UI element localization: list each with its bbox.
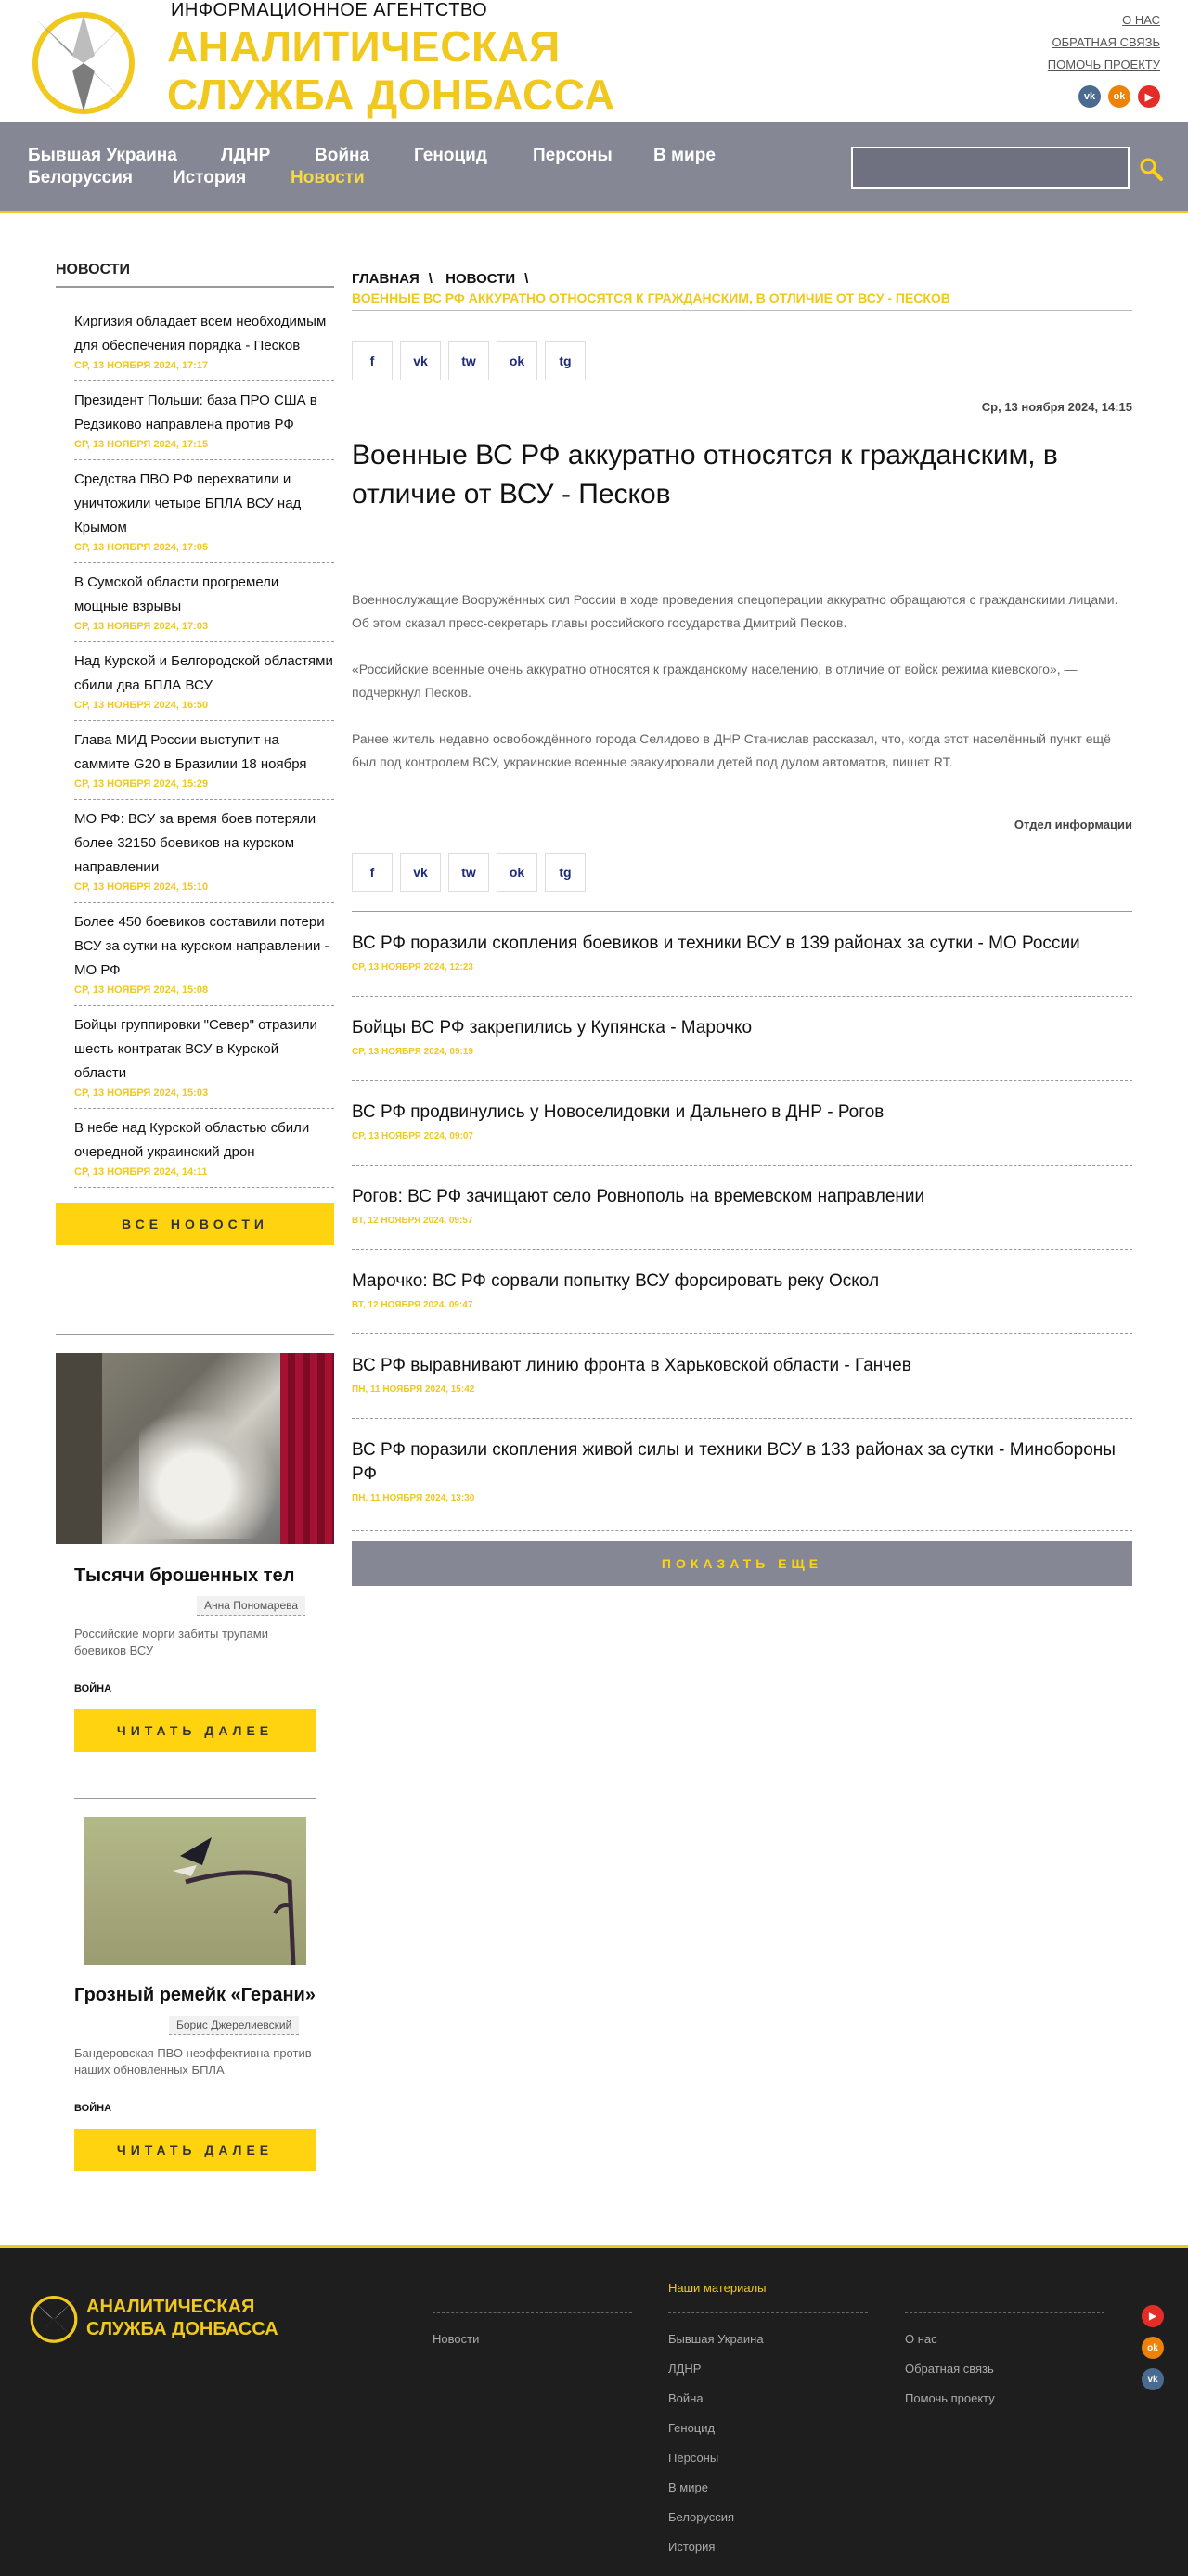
- top-link-help[interactable]: ПОМОЧЬ ПРОЕКТУ: [1047, 58, 1160, 71]
- header-socials: [1078, 85, 1160, 108]
- nav-item-history[interactable]: История: [173, 168, 247, 187]
- news-date: СР, 13 НОЯБРЯ 2024, 17:15: [74, 439, 209, 450]
- twitter-share-icon[interactable]: tw: [448, 341, 489, 380]
- brand-line-2: СЛУЖБА ДОНБАССА: [167, 71, 616, 119]
- article-author: Отдел информации: [1014, 818, 1132, 831]
- related-date: СР, 13 НОЯБРЯ 2024, 12:23: [352, 962, 473, 972]
- news-title[interactable]: Киргизия обладает всем необходимым для обеспечения порядка - Песков: [74, 314, 327, 354]
- promo-category[interactable]: ВОЙНА: [74, 2103, 112, 2114]
- footer-logo-icon[interactable]: [28, 2294, 80, 2344]
- footer-link[interactable]: Война: [668, 2391, 704, 2405]
- news-date: СР, 13 НОЯБРЯ 2024, 15:03: [74, 1088, 209, 1099]
- article-body: [352, 588, 1132, 797]
- promo-title[interactable]: Тысячи брошенных тел: [74, 1565, 295, 1586]
- promo-image-drone[interactable]: [84, 1817, 306, 1965]
- facebook-share-icon[interactable]: f: [352, 341, 393, 380]
- footer-link[interactable]: ЛДНР: [668, 2362, 702, 2376]
- top-link-feedback[interactable]: ОБРАТНАЯ СВЯЗЬ: [1052, 35, 1160, 49]
- logo-star-icon[interactable]: [28, 7, 139, 117]
- footer-link[interactable]: История: [668, 2540, 716, 2554]
- list-item[interactable]: [74, 1109, 334, 1188]
- share-bar-top: [352, 341, 586, 380]
- related-title[interactable]: Бойцы ВС РФ закрепились у Купянска - Марочко: [352, 1018, 753, 1037]
- list-item[interactable]: [74, 303, 334, 381]
- related-date: ВТ, 12 НОЯБРЯ 2024, 09:47: [352, 1300, 473, 1310]
- read-more-button[interactable]: ЧИТАТЬ ДАЛЕЕ: [74, 2129, 316, 2171]
- footer-link[interactable]: Помочь проекту: [905, 2391, 995, 2405]
- article-paragraph: Ранее житель недавно освобождённого города Селидово в ДНР Станислав рассказал, что, когда этот населённый пункт ещё был под контролем ВСУ, украинские военные эвакуировали детей под дулом автоматов, пишет RT.: [352, 731, 1111, 769]
- article-paragraph: «Российские военные очень аккуратно относятся к гражданскому населению, в отличие от войск режима киевского», — подчеркнул Песков.: [352, 662, 1078, 700]
- footer-link[interactable]: Персоны: [668, 2451, 719, 2465]
- related-date: ПН, 11 НОЯБРЯ 2024, 13:30: [352, 1493, 475, 1503]
- related-title[interactable]: ВС РФ поразили скопления живой силы и техники ВСУ в 133 районах за сутки - Минобороны РФ: [352, 1440, 1116, 1484]
- sidebar-divider: [56, 1334, 334, 1335]
- footer-link[interactable]: О нас: [905, 2332, 937, 2346]
- youtube-icon[interactable]: ▶: [1138, 85, 1160, 108]
- nav-item-war[interactable]: Война: [315, 146, 370, 165]
- footer-youtube-icon[interactable]: ▶: [1142, 2305, 1164, 2327]
- footer-col-news: [433, 2312, 632, 2346]
- site-header: [0, 0, 1188, 122]
- news-title[interactable]: В небе над Курской областью сбили очередной украинский дрон: [74, 1120, 310, 1160]
- news-title[interactable]: Бойцы группировки "Север" отразили шесть контратак ВСУ в Курской области: [74, 1017, 317, 1081]
- nav-item-belarus[interactable]: Белоруссия: [28, 168, 133, 187]
- breadcrumb-home[interactable]: ГЛАВНАЯ: [352, 271, 420, 287]
- article-title: Военные ВС РФ аккуратно относятся к гражданским, в отличие от ВСУ - Песков: [352, 440, 1058, 509]
- promo-image-door: [56, 1353, 102, 1544]
- telegram-share-icon[interactable]: tg: [545, 341, 586, 380]
- breadcrumb-sep: \: [428, 271, 433, 287]
- brand-title[interactable]: [167, 22, 615, 119]
- footer-link[interactable]: Новости: [433, 2332, 480, 2346]
- news-date: СР, 13 НОЯБРЯ 2024, 17:17: [74, 360, 209, 371]
- footer-link[interactable]: Белоруссия: [668, 2510, 735, 2524]
- news-date: СР, 13 НОЯБРЯ 2024, 16:50: [74, 700, 209, 711]
- news-date: СР, 13 НОЯБРЯ 2024, 15:08: [74, 985, 209, 996]
- list-item[interactable]: [74, 1006, 334, 1109]
- list-item[interactable]: [352, 1334, 1132, 1419]
- related-date: СР, 13 НОЯБРЯ 2024, 09:07: [352, 1131, 473, 1141]
- footer-brand-line-1: АНАЛИТИЧЕСКАЯ: [86, 2297, 255, 2317]
- read-more-button[interactable]: ЧИТАТЬ ДАЛЕЕ: [74, 1709, 316, 1752]
- breadcrumb: [352, 271, 537, 287]
- footer-vk-icon[interactable]: vk: [1142, 2368, 1164, 2390]
- related-news-list: [352, 911, 1132, 1531]
- list-item[interactable]: [352, 1166, 1132, 1250]
- list-item[interactable]: [352, 997, 1132, 1081]
- ok-share-icon[interactable]: ok: [497, 853, 537, 892]
- related-title[interactable]: ВС РФ поразили скопления боевиков и техники ВСУ в 139 районах за сутки - МО России: [352, 934, 1080, 953]
- show-more-button[interactable]: ПОКАЗАТЬ ЕЩЕ: [352, 1541, 1132, 1586]
- list-item[interactable]: [74, 903, 334, 1006]
- brand-line-1: АНАЛИТИЧЕСКАЯ: [167, 22, 561, 71]
- drone-lamp-illustration: [84, 1817, 306, 1965]
- all-news-button[interactable]: ВСЕ НОВОСТИ: [56, 1203, 334, 1245]
- news-date: СР, 13 НОЯБРЯ 2024, 17:05: [74, 542, 209, 553]
- telegram-share-icon[interactable]: tg: [545, 853, 586, 892]
- search-input[interactable]: [851, 147, 1130, 189]
- news-date: СР, 13 НОЯБРЯ 2024, 14:11: [74, 1166, 208, 1178]
- news-title[interactable]: Над Курской и Белгородской областями сбили два БПЛА ВСУ: [74, 653, 333, 693]
- promo-author: Анна Пономарева: [197, 1596, 305, 1616]
- related-title[interactable]: Рогов: ВС РФ зачищают село Ровнополь на времевском направлении: [352, 1187, 925, 1206]
- share-bar-bottom: [352, 853, 586, 892]
- breadcrumb-divider: [352, 310, 1132, 311]
- related-title[interactable]: ВС РФ продвинулись у Новоселидовки и Дальнего в ДНР - Рогов: [352, 1102, 885, 1122]
- footer-link[interactable]: Бывшая Украина: [668, 2332, 764, 2346]
- related-date: СР, 13 НОЯБРЯ 2024, 09:19: [352, 1047, 473, 1057]
- promo-category[interactable]: ВОЙНА: [74, 1683, 112, 1694]
- search-icon[interactable]: [1138, 156, 1164, 182]
- promo-image-morgue[interactable]: [56, 1353, 334, 1544]
- footer-brand[interactable]: [86, 2296, 278, 2340]
- vk-share-icon[interactable]: vk: [400, 853, 441, 892]
- list-item[interactable]: [352, 1250, 1132, 1334]
- ok-icon[interactable]: ok: [1108, 85, 1130, 108]
- list-item[interactable]: [352, 1419, 1132, 1531]
- related-date: ПН, 11 НОЯБРЯ 2024, 15:42: [352, 1385, 475, 1395]
- footer-col-materials: [668, 2312, 868, 2554]
- ok-share-icon[interactable]: ok: [497, 341, 537, 380]
- nav-item-former-ukraine[interactable]: Бывшая Украина: [28, 146, 177, 165]
- footer-ok-icon[interactable]: ok: [1142, 2337, 1164, 2359]
- vk-share-icon[interactable]: vk: [400, 341, 441, 380]
- news-date: СР, 13 НОЯБРЯ 2024, 15:10: [74, 882, 209, 893]
- promo-image-bags: [139, 1409, 278, 1539]
- promo-text: Российские морги забиты трупами боевиков ВСУ: [74, 1627, 268, 1657]
- list-item[interactable]: [74, 642, 334, 721]
- nav-item-genocide[interactable]: Геноцид: [414, 146, 487, 165]
- vk-icon[interactable]: vk: [1078, 85, 1101, 108]
- list-item[interactable]: [352, 1081, 1132, 1166]
- promo-author: Борис Джерелиевский: [169, 2016, 299, 2035]
- agency-label: ИНФОРМАЦИОННОЕ АГЕНТСТВО: [171, 0, 488, 20]
- footer-brand-line-2: СЛУЖБА ДОНБАССА: [86, 2319, 278, 2339]
- sidebar-heading: НОВОСТИ: [56, 262, 334, 288]
- sidebar-news-list: [56, 303, 334, 1188]
- site-footer: [0, 2245, 1188, 2576]
- list-item[interactable]: [352, 912, 1132, 997]
- nav-item-news[interactable]: Новости: [291, 168, 365, 187]
- breadcrumb-news[interactable]: НОВОСТИ: [446, 271, 516, 287]
- news-title[interactable]: Глава МИД России выступит на саммите G20 в Бразилии 18 ноября: [74, 732, 307, 772]
- article-date: Ср, 13 ноября 2024, 14:15: [981, 400, 1132, 414]
- facebook-share-icon[interactable]: f: [352, 853, 393, 892]
- related-title[interactable]: ВС РФ выравнивают линию фронта в Харьковской области - Ганчев: [352, 1356, 911, 1375]
- news-date: СР, 13 НОЯБРЯ 2024, 17:03: [74, 621, 209, 632]
- news-title[interactable]: В Сумской области прогремели мощные взрывы: [74, 574, 279, 614]
- footer-link[interactable]: В мире: [668, 2480, 708, 2494]
- list-item[interactable]: [74, 721, 334, 800]
- promo-image-curtain: [280, 1353, 334, 1544]
- news-title[interactable]: МО РФ: ВСУ за время боев потеряли более 32150 боевиков на курском направлении: [74, 811, 316, 875]
- list-item[interactable]: [74, 381, 334, 460]
- news-date: СР, 13 НОЯБРЯ 2024, 15:29: [74, 779, 209, 790]
- footer-col-about: [905, 2312, 1104, 2405]
- top-links: [1048, 13, 1160, 80]
- breadcrumb-sep: \: [524, 271, 529, 287]
- related-date: ВТ, 12 НОЯБРЯ 2024, 09:57: [352, 1216, 473, 1226]
- list-item[interactable]: [74, 800, 334, 903]
- news-title[interactable]: Президент Польши: база ПРО США в Редзиково направлена против РФ: [74, 393, 317, 432]
- promo-title[interactable]: Грозный ремейк «Герани»: [74, 1985, 316, 2005]
- news-title[interactable]: Средства ПВО РФ перехватили и уничтожили четыре БПЛА ВСУ над Крымом: [74, 471, 302, 535]
- footer-heading-materials: Наши материалы: [668, 2281, 767, 2295]
- footer-link[interactable]: Обратная связь: [905, 2362, 994, 2376]
- nav-item-persons[interactable]: Персоны: [533, 146, 613, 165]
- sidebar-divider: [74, 1798, 316, 1799]
- nav-item-ldnr[interactable]: ЛДНР: [221, 146, 271, 165]
- related-title[interactable]: Марочко: ВС РФ сорвали попытку ВСУ форсировать реку Оскол: [352, 1271, 880, 1291]
- article-paragraph: Военнослужащие Вооружённых сил России в ходе проведения спецоперации аккуратно обращаются с гражданскими лицами. Об этом сказал пресс-секретарь главы российского государства Дмитрий Песков.: [352, 592, 1118, 630]
- promo-text: Бандеровская ПВО неэффективна против наших обновленных БПЛА: [74, 2046, 312, 2077]
- list-item[interactable]: [74, 460, 334, 563]
- main-nav: [0, 122, 1188, 213]
- news-title[interactable]: Более 450 боевиков составили потери ВСУ за сутки на курском направлении - МО РФ: [74, 914, 329, 978]
- sidebar: [56, 262, 334, 1245]
- footer-link[interactable]: Геноцид: [668, 2421, 716, 2435]
- top-link-about[interactable]: О НАС: [1122, 13, 1160, 27]
- nav-item-world[interactable]: В мире: [653, 146, 716, 165]
- breadcrumb-current: ВОЕННЫЕ ВС РФ АККУРАТНО ОТНОСЯТСЯ К ГРАЖДАНСКИМ, В ОТЛИЧИЕ ОТ ВСУ - ПЕСКОВ: [352, 290, 950, 305]
- list-item[interactable]: [74, 563, 334, 642]
- twitter-share-icon[interactable]: tw: [448, 853, 489, 892]
